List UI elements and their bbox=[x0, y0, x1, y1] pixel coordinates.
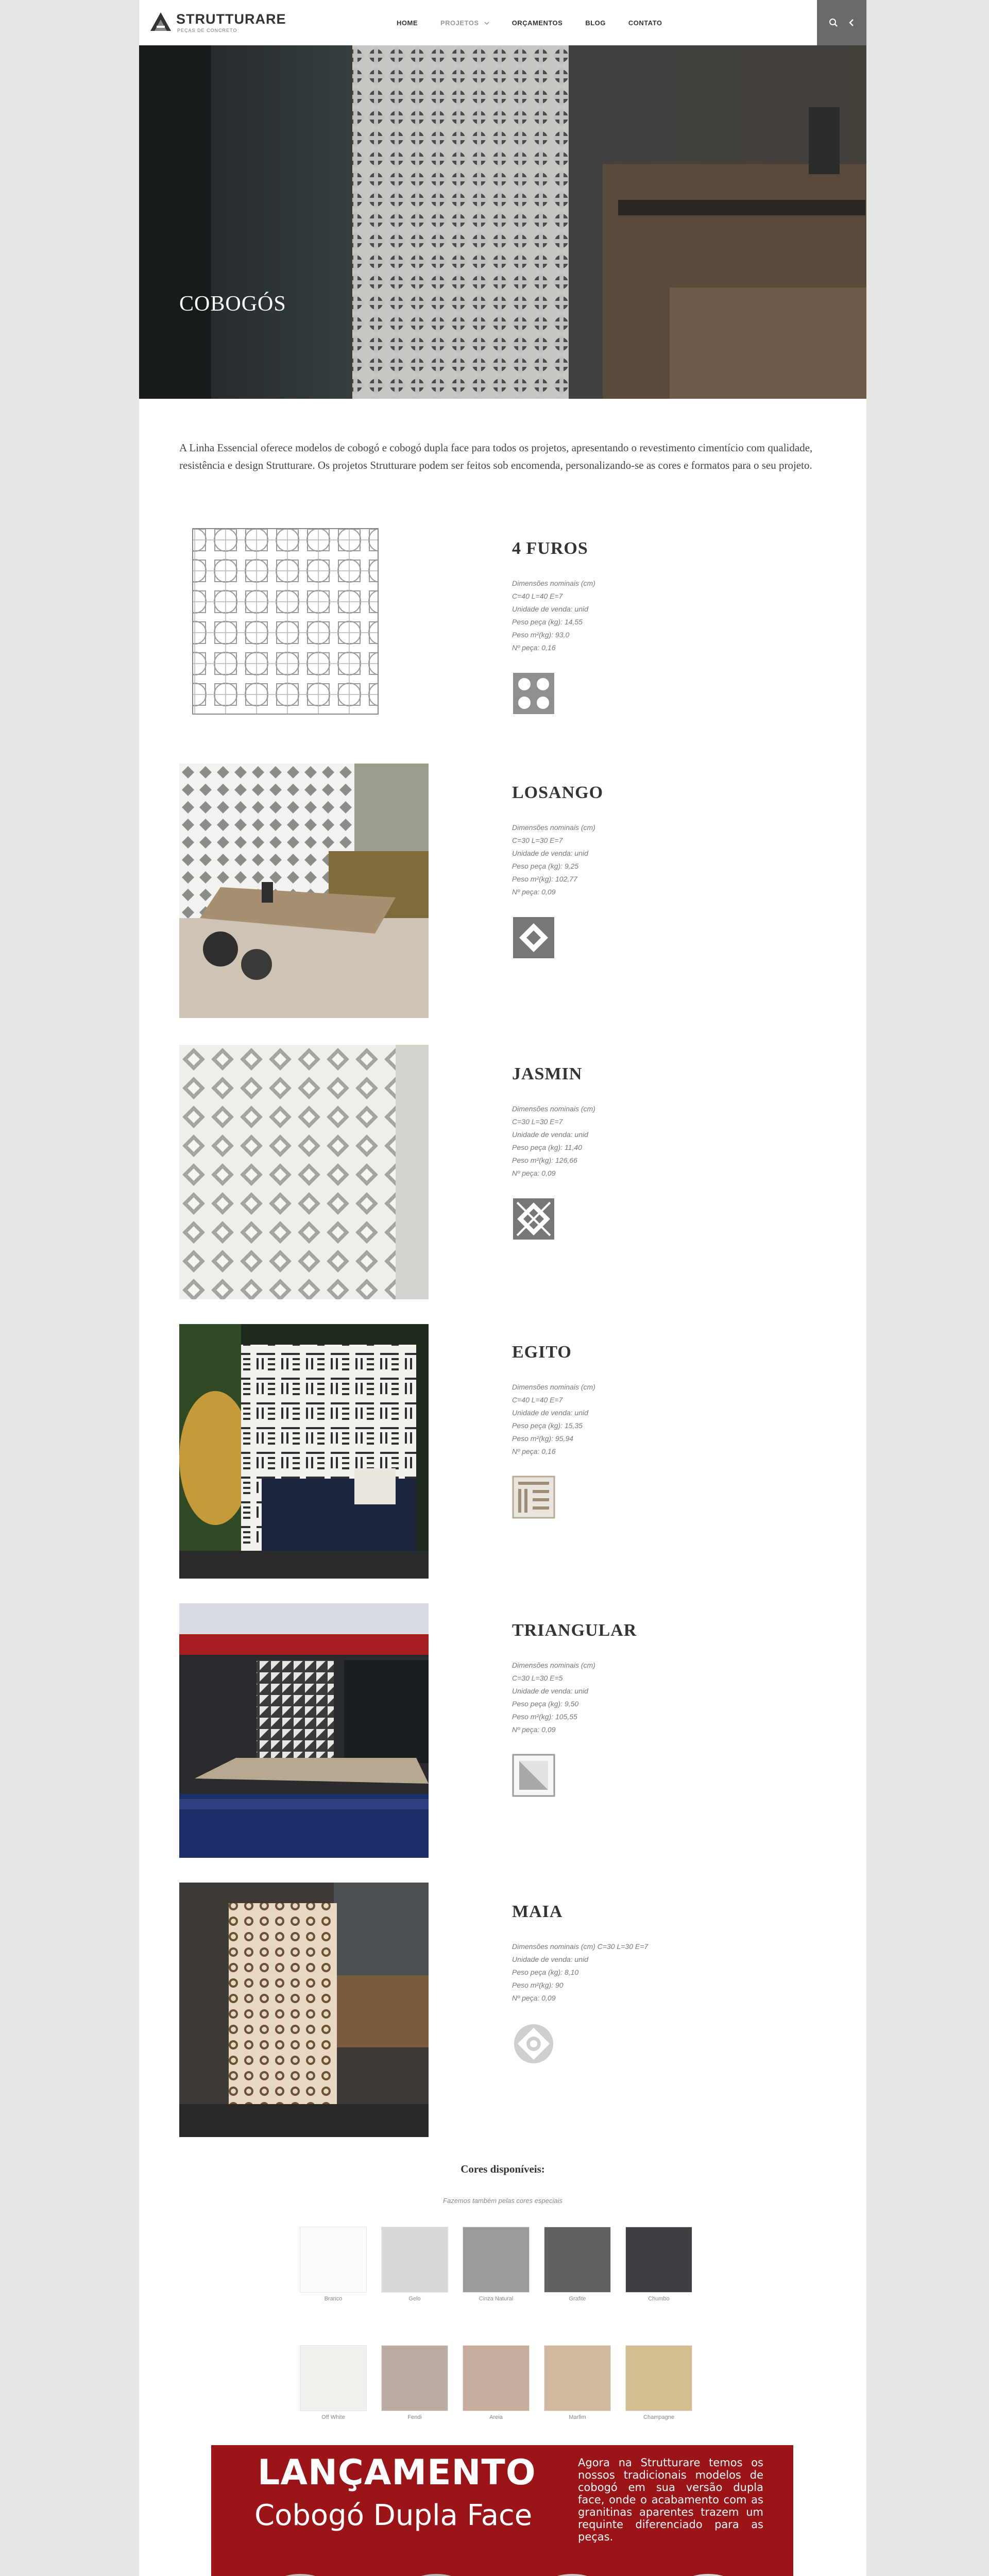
color-label: Cinza Natural bbox=[479, 2296, 514, 2302]
product-info-4-furos bbox=[512, 539, 770, 718]
vidro-colorido-image bbox=[380, 2574, 492, 2576]
nav-contato[interactable]: CONTATO bbox=[628, 19, 662, 27]
color-swatch bbox=[625, 2345, 692, 2411]
nav-projetos-label: PROJETOS bbox=[440, 19, 479, 27]
product-info-losango bbox=[512, 783, 770, 962]
color-label: Branco bbox=[324, 2296, 343, 2302]
colors-title: Cores disponíveis: bbox=[461, 2163, 545, 2175]
product-name: EGITO bbox=[512, 1343, 572, 1362]
color-label: Areia bbox=[489, 2414, 503, 2420]
spec-line: Peso m²(kg): 126,66 bbox=[512, 1156, 577, 1164]
spec-line: C=40 L=40 E=7 bbox=[512, 592, 563, 600]
color-label: Gelo bbox=[408, 2296, 421, 2302]
spec-line: Unidade de venda: unid bbox=[512, 1687, 588, 1695]
logo[interactable] bbox=[149, 9, 286, 36]
color-swatch bbox=[381, 2345, 448, 2411]
nav-blog[interactable]: BLOG bbox=[585, 19, 606, 27]
spec-line: Peso m²(kg): 95,94 bbox=[512, 1434, 574, 1443]
nav-home[interactable]: HOME bbox=[397, 19, 418, 27]
block-maia-icon bbox=[512, 2022, 555, 2065]
spec-line: Peso m²(kg): 102,77 bbox=[512, 875, 577, 883]
color-label: Off White bbox=[321, 2414, 345, 2420]
banner-text: Agora na Strutturare temos os nossos tradicionais modelos de cobogó em sua versão dupla face, onde o acabamento com as granitinas aparentes trazem um requinte diferenciado para as peças. bbox=[578, 2456, 763, 2543]
spec-line: Unidade de venda: unid bbox=[512, 1955, 588, 1963]
spec-line: Unidade de venda: unid bbox=[512, 1409, 588, 1417]
chevron-left-icon[interactable] bbox=[848, 19, 855, 27]
product-image-triangular bbox=[179, 1603, 429, 1858]
spec-line: Nº peça: 0,09 bbox=[512, 1994, 556, 2002]
spec-line: Dimensões nominais (cm) bbox=[512, 1383, 595, 1391]
spec-line: Peso peça (kg): 9,50 bbox=[512, 1700, 579, 1708]
spec-line: C=40 L=40 E=7 bbox=[512, 1396, 563, 1404]
nav-orcamentos[interactable]: ORÇAMENTOS bbox=[511, 19, 563, 27]
product-name: TRIANGULAR bbox=[512, 1621, 637, 1640]
chevron-down-icon bbox=[484, 21, 489, 25]
page-title: COBOGÓS bbox=[179, 292, 286, 316]
banner-title: LANÇAMENTO bbox=[258, 2452, 536, 2493]
block-4-furos-icon bbox=[512, 672, 555, 715]
granitina-branca-image bbox=[652, 2574, 764, 2576]
color-swatch bbox=[381, 2227, 448, 2293]
page bbox=[139, 0, 866, 2576]
block-losango-icon bbox=[512, 916, 555, 959]
search-icon[interactable] bbox=[829, 18, 838, 27]
spec-line: Unidade de venda: unid bbox=[512, 1130, 588, 1139]
spec-line: Dimensões nominais (cm) bbox=[512, 1661, 595, 1669]
product-image-maia bbox=[179, 1883, 429, 2137]
colors-subtitle: Fazemos também pelas cores especiais bbox=[443, 2197, 562, 2205]
launch-banner bbox=[211, 2445, 793, 2576]
color-swatch bbox=[544, 2345, 611, 2411]
product-name: LOSANGO bbox=[512, 783, 604, 802]
color-label: Grafite bbox=[569, 2296, 586, 2302]
spec-line: Nº peça: 0,09 bbox=[512, 1169, 556, 1177]
spec-line: Nº peça: 0,16 bbox=[512, 643, 556, 652]
product-image-losango bbox=[179, 764, 429, 1018]
color-swatch bbox=[300, 2345, 367, 2411]
spec-line: Dimensões nominais (cm) bbox=[512, 579, 595, 587]
hero-image bbox=[139, 45, 866, 399]
intro-text: A Linha Essencial oferece modelos de cobogó e cobogó dupla face para todos os projetos, apresentando o revestimento cimentício com qualidade, resistência e design Strutturare. Os projetos Strutturare podem ser feitos sob encomenda, personalizando-se as cores e formatos para o seu projeto. bbox=[179, 442, 813, 471]
spec-line: Nº peça: 0,09 bbox=[512, 888, 556, 896]
color-swatch bbox=[463, 2227, 530, 2293]
site-header bbox=[139, 0, 866, 45]
logo-name: STRUTTURARE bbox=[176, 11, 286, 27]
nav-projetos[interactable] bbox=[440, 19, 489, 27]
color-label: Fendi bbox=[407, 2414, 422, 2420]
product-image-egito bbox=[179, 1324, 429, 1579]
block-jasmin-icon bbox=[512, 1197, 555, 1241]
spec-line: Unidade de venda: unid bbox=[512, 849, 588, 857]
product-name: MAIA bbox=[512, 1902, 563, 1921]
spec-line: Peso peça (kg): 15,35 bbox=[512, 1421, 583, 1430]
hero-banner bbox=[139, 45, 866, 399]
color-label: Chumbo bbox=[648, 2296, 670, 2302]
block-triangular-icon bbox=[512, 1754, 555, 1797]
header-tools bbox=[817, 0, 866, 45]
color-swatch bbox=[463, 2345, 530, 2411]
spec-line: C=30 L=30 E=7 bbox=[512, 1117, 563, 1126]
product-info-egito bbox=[512, 1343, 770, 1521]
color-label: Champagne bbox=[643, 2414, 674, 2420]
product-image-jasmin bbox=[179, 1045, 429, 1299]
spec-line: Peso peça (kg): 9,25 bbox=[512, 862, 579, 870]
logo-mark-icon bbox=[149, 10, 172, 33]
product-info-jasmin bbox=[512, 1064, 770, 1243]
spec-line: Unidade de venda: unid bbox=[512, 605, 588, 613]
granitina-preta-branca-image bbox=[516, 2574, 628, 2576]
main-nav bbox=[397, 0, 662, 45]
spec-line: Peso m²(kg): 90 bbox=[512, 1981, 564, 1989]
block-egito-icon bbox=[512, 1476, 555, 1519]
spec-line: C=30 L=30 E=5 bbox=[512, 1674, 563, 1682]
color-label: Marfim bbox=[569, 2414, 586, 2420]
spec-line: Peso peça (kg): 8,10 bbox=[512, 1968, 579, 1976]
product-info-triangular bbox=[512, 1621, 770, 1800]
banner-subtitle: Cobogó Dupla Face bbox=[254, 2499, 533, 2532]
spec-line: Peso m²(kg): 105,55 bbox=[512, 1713, 577, 1721]
product-image-4-furos bbox=[179, 524, 429, 779]
spec-line: Dimensões nominais (cm) C=30 L=30 E=7 bbox=[512, 1942, 649, 1951]
product-info-maia bbox=[512, 1902, 770, 2068]
granitina-amarela-image bbox=[244, 2574, 356, 2576]
product-name: 4 FUROS bbox=[512, 539, 588, 558]
color-swatch bbox=[625, 2227, 692, 2293]
spec-line: Dimensões nominais (cm) bbox=[512, 1105, 595, 1113]
spec-line: Nº peça: 0,09 bbox=[512, 1725, 556, 1734]
color-swatch bbox=[544, 2227, 611, 2293]
spec-line: Dimensões nominais (cm) bbox=[512, 823, 595, 832]
logo-subtitle: PEÇAS DE CONCRETO bbox=[177, 28, 237, 33]
spec-line: Peso m²(kg): 93,0 bbox=[512, 631, 570, 639]
spec-line: Peso peça (kg): 11,40 bbox=[512, 1143, 582, 1151]
spec-line: Peso peça (kg): 14,55 bbox=[512, 618, 583, 626]
spec-line: C=30 L=30 E=7 bbox=[512, 836, 563, 844]
color-swatch bbox=[300, 2227, 367, 2293]
product-name: JASMIN bbox=[512, 1064, 583, 1083]
spec-line: Nº peça: 0,16 bbox=[512, 1447, 556, 1455]
